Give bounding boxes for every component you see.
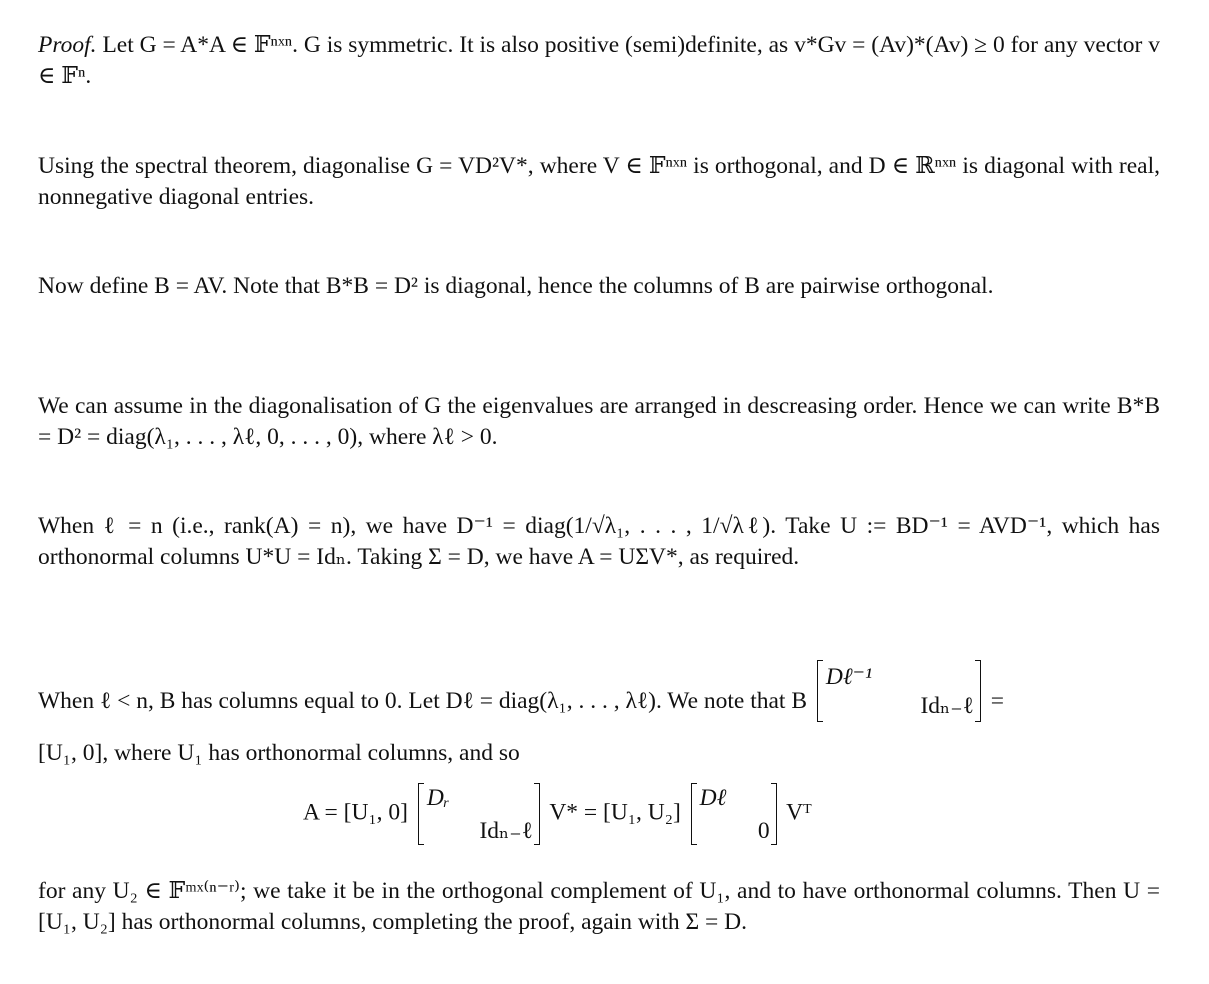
- equals-sign: =: [990, 688, 1005, 714]
- paragraph-define-b: [38, 271, 1160, 302]
- matrix-top-left-entry: Dᵣ: [426, 785, 450, 811]
- paragraph-text: Let G = A*A ∈ 𝔽ⁿˣⁿ. G is symmetric. It is also positive (semi)definite, as v*Gv = (Av)*(Av) ≥ 0 for any vector v ∈ 𝔽ⁿ.: [38, 32, 1161, 89]
- proof-label: Proof.: [38, 32, 97, 58]
- paragraph-text: Using the spectral theorem, diagonalise G = VD²V*, where V ∈ 𝔽ⁿˣⁿ is orthogonal, and D ∈ ℝⁿˣⁿ is diagonal with real, nonnegative diagonal entries.: [38, 153, 1160, 210]
- block-matrix-inverse: [817, 660, 981, 722]
- matrix-bottom-right-entry: Idₙ₋ℓ: [479, 818, 533, 844]
- block-matrix-dr: [418, 783, 540, 845]
- equation-middle: V* = [U₁, U₂]: [549, 799, 681, 826]
- paragraph-spectral-theorem: [38, 151, 1160, 213]
- paragraph-deficient-rank-case: [38, 660, 1160, 769]
- matrix-bottom-right-entry: Idₙ₋ℓ: [920, 693, 974, 719]
- equation-rhs: Vᵀ: [786, 799, 812, 826]
- paragraph-full-rank-case: [38, 511, 1160, 573]
- matrix-top-left-entry: Dℓ⁻¹: [825, 664, 873, 690]
- paragraph-proof-intro: [38, 30, 1160, 92]
- paragraph-eigenvalue-order: [38, 391, 1160, 453]
- paragraph-text: We can assume in the diagonalisation of G the eigenvalues are arranged in descreasing order. Hence we can write B*B = D² = diag(λ₁, . . . , λℓ, 0, . . . , 0), where λℓ > 0.: [38, 393, 1160, 450]
- equation-lhs: A = [U₁, 0]: [303, 799, 408, 826]
- matrix-bottom-right-entry: 0: [757, 818, 770, 844]
- matrix-top-left-entry: Dℓ: [699, 785, 727, 811]
- display-equation: [303, 783, 812, 845]
- paragraph-text: for any U₂ ∈ 𝔽ᵐˣ⁽ⁿ⁻ʳ⁾; we take it be in the orthogonal complement of U₁, and to have orthonormal columns. Then U = [U₁, U₂] has orthonormal columns, completing the proof, again with Σ = D.: [38, 878, 1160, 935]
- block-matrix-dl: [691, 783, 777, 845]
- line-text: When ℓ < n, B has columns equal to 0. Let Dℓ = diag(λ₁, . . . , λℓ). We note that B: [38, 688, 807, 714]
- paragraph-text: Now define B = AV. Note that B*B = D² is diagonal, hence the columns of B are pairwise orthogonal.: [38, 273, 994, 299]
- paragraph-conclusion: [38, 876, 1160, 938]
- paragraph-text: When ℓ = n (i.e., rank(A) = n), we have D⁻¹ = diag(1/√λ₁, . . . , 1/√λℓ). Take U := BD⁻¹ = AVD⁻¹, which has orthonormal columns U*U = Idₙ. Taking Σ = D, we have A = UΣV*, as required.: [38, 513, 1160, 570]
- line-text: [U₁, 0], where U₁ has orthonormal columns, and so: [38, 740, 520, 766]
